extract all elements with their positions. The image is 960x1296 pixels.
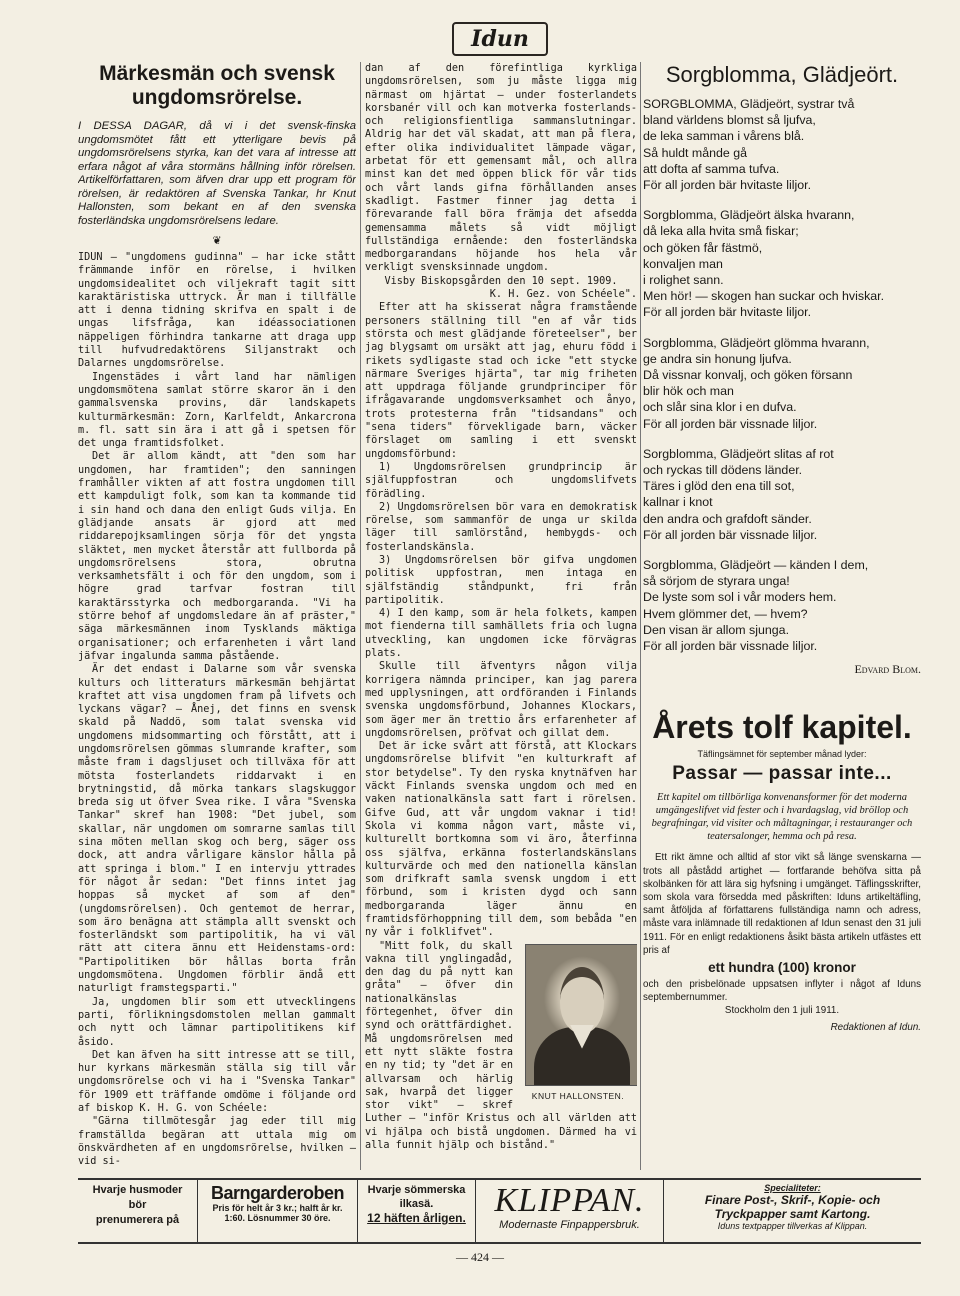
poem-line: att dofta af samma tufva. bbox=[643, 161, 780, 176]
ad-klippan bbox=[476, 1180, 664, 1242]
ad-title: Barngarderoben bbox=[210, 1183, 345, 1203]
paragraph: Ingenstädes i vårt land har nämligen ungdomsmötena samlat större skaror än i den gammalsvenska provins, där landskapets kulturmärkesmän: Zorn, Karlfeldt, Ankarcrona m. fl. satt sin ära i att gå i spetsen för det unga framtidsfolket. bbox=[78, 371, 356, 450]
paragraph: Ja, ungdomen blir som ett utvecklingens parti, förlikningsdomstolen mellan gammalt och nytt och lämnar partipolitikens kif åsido. bbox=[78, 996, 356, 1048]
ad-text: Hvarje husmoder bbox=[92, 1184, 183, 1196]
ad-sommerska bbox=[358, 1180, 476, 1242]
ad-main: Finare Post-, Skrif-, Kopie- och Tryckpapper samt Kartong. bbox=[704, 1193, 881, 1221]
ad-specialiteter bbox=[664, 1180, 921, 1242]
poem-stanza bbox=[643, 335, 921, 432]
poem-stanza bbox=[643, 207, 921, 320]
poem-line: De lyste som sol i vår moders hem. bbox=[643, 590, 837, 605]
poem-line: konvaljen man bbox=[643, 256, 723, 271]
ad-title: KLIPPAN. bbox=[494, 1182, 645, 1219]
masthead-logo: Idun bbox=[452, 22, 548, 56]
advertisement-strip bbox=[78, 1178, 921, 1244]
paragraph: IDUN — "ungdomens gudinna" — har icke stått främmande inför en rörelse, i hvilken ungdomsidealitet och viljekraft tagit sitt karaktäristiska uttryck. Är man i tillfälle att i denna tidning skrifva en spalt i de ungas lifsfråga, kan idéassociationen näppeligen förhindra tankarne att draga upp till hufvudredaktörens Siljanstrakt och Dalarnes ungdomsrörelse. bbox=[78, 252, 356, 370]
poem-author: Edvard Blom. bbox=[854, 662, 921, 677]
principle-item: 3) Ungdomsrörelsen bör gifva ungdomen politisk uppfostran, men intaga en själfständig ståndpunkt, fri från partipolitik. bbox=[365, 554, 637, 606]
poem-line: Men hör! — skogen han suckar och hviskar. bbox=[643, 289, 885, 304]
poem-stanza bbox=[643, 446, 921, 543]
article-column-1 bbox=[78, 62, 356, 1170]
poem-line: För all jorden bär vissnade liljor. bbox=[643, 639, 818, 654]
poem-line: För all jorden bär vissnade liljor. bbox=[643, 416, 818, 431]
paragraph: "Mitt folk, du skall vakna till ynglingadåd, den dag du på nytt kan gråta" — öfver din nationalkänslas förtegenhet, öfver din synd och orättfärdighet. Må ungdomsrörelsen med ett nytt släkte fostra en ny tid; ty "det är en allvarsam och härlig sak, hvarpå det ligger stor vikt" — skref Luther — "inför Kristus och all världen att vi hjälpa och bistå ungdomen. Därmed ha vi alla funnit hjälp och bistånd." bbox=[365, 940, 637, 1152]
paragraph: Det är allom kändt, att "den som har ungdomen, har framtiden"; den sanningen framhåller vikten af att fostra ungdomen till ett kampduligt folk, som kan ta kommande tid i sin hand och dana den enligt Guds vilja. En glädjande ansats är gjord att med riddarepojksamlingen sörja för det yngsta släktet, men mycket återstår att fullborda på ungdomsrörelsens stora, obrutna verksamhetsfält i och för den ungdom, som i högre grad tarfvar fostran till karaktärsstyrka och medborgaranda. "Vi ha större behof af ungdomsledare än af präster," säga märkesmännen inom Tysklands mäktiga organisationer; och erfarenheten i vårt land jäfvar ingalunda samma påstående. bbox=[78, 451, 356, 662]
article-lead: I DESSA DAGAR, då vi i det svensk-finska ungdomsmötet fått ett ytterligare bevis på ungdomsrörelsens styrka, kan det vara af intresse att erfara något af våra stormäns hållning inför rörelsen. Artikelförfattaren, som äfven drar upp ett program för rörelsen, är redaktören af Svenska Tankar, hr Knut Hallonsten, som bekant en af den svenska fosterländska ungdomsrörelsens ledare. bbox=[78, 120, 356, 227]
ad-barngarderoben bbox=[198, 1180, 358, 1242]
article-body-1 bbox=[78, 251, 356, 1168]
article-title: Märkesmän och svensk ungdomsrörelse. bbox=[99, 62, 335, 109]
poem-line: Sorgblomma, Glädjeört slitas af rot bbox=[643, 446, 834, 461]
poem-line: blir hök och man bbox=[643, 384, 734, 399]
contest-intro: Ett kapitel om tillbörliga konvenansformer för det moderna umgängeslifvet vid fester och i hvardagslag, vid bröllop och begrafningar, vid visiter och måltagningar, i restauranger och teatersalonger, hemma och på resa. bbox=[651, 792, 913, 843]
poem-line: ge andra sin honung ljufva. bbox=[643, 351, 792, 366]
column-divider bbox=[640, 62, 641, 1170]
poem-line: För all jorden bär vissnade liljor. bbox=[643, 527, 818, 542]
principle-item: 2) Ungdomsrörelsen bör vara en demokratisk rörelse, som sammanför de unga ur skilda läger till samlörstånd, hembygds- och fosterlandskänsla. bbox=[365, 501, 637, 553]
poem-line: och ryckas till dödens länder. bbox=[643, 463, 803, 478]
ad-text: bör bbox=[128, 1199, 147, 1211]
article-column-2 bbox=[365, 62, 637, 1170]
poem-line: Då vissnar konvalj, och göken försann bbox=[643, 368, 853, 383]
poem-line: Den visan är allom sjunga. bbox=[643, 622, 790, 637]
poem-column bbox=[643, 62, 921, 1170]
contest-signature-text: Redaktionen af Idun. bbox=[830, 1021, 921, 1033]
ad-text: Hvarje sömmerska bbox=[367, 1184, 466, 1196]
poem-line: Hvem glömmer det, — hvem? bbox=[643, 606, 808, 621]
poem-line: då leka alla hvita små fiskar; bbox=[643, 224, 799, 239]
ad-footnote: Iduns textpapper tillverkas af Klippan. bbox=[717, 1221, 868, 1231]
poem-line: Så huldt månde gå bbox=[643, 145, 748, 160]
ad-price: Pris för helt år 3 kr.; halft år kr. 1:60. Lösnummer 30 öre. bbox=[212, 1203, 343, 1223]
contest-prize: ett hundra (100) kronor bbox=[708, 959, 856, 975]
ad-text: prenumerera på bbox=[95, 1214, 180, 1226]
portrait-photo bbox=[525, 944, 637, 1086]
paragraph: dan af den förefintliga kyrkliga ungdomsrörelsen, som ju måste ligga mig närmast om hjärtat — under fosterlandets korsbanér vill och kan motverka fosterlands- och religionsfientliga sammanslutningar. Aldrig har det väl skadat, att man på flera, efter olika individualitet lämpade vägar, arbetat för ett gemensamt mål, och allra minst kan det med öppen blick för vår tids och vårt lands gifna förhållanden anses skadligt. Fastmer finner jag detta i förevarande fall böra främja det afsedda gemensamma målets så vidt möjligt fullständiga ernående: den fosterländska medborgarandans höjande hos hela vår verkligt svensksinnade ungdom. bbox=[365, 63, 637, 274]
poem-line: För all jorden bär hvitaste liljor. bbox=[643, 178, 812, 193]
contest-title: Årets tolf kapitel. bbox=[652, 709, 912, 746]
paragraph: Det är icke svårt att förstå, att Klockars ungdomsrörelse blifvit "en kulturkraft af stor betydelse". Ty den ryska knytnäfven har väckt Finlands svenska ungdom och med en vaken nationalkänsla satt fart i rörelsen. Gifve Gud, att vår ungdom vaknar i tid! Skola vi komma någon vart, måste vi, kulturellt bortkomna som vi äro, återfinna oss själfva, erkänna fosterlandskänslans kulturvärde och med den nationella känslan som drifkraft samla svensk ungdom i ett förbund, som i kristen dygd och sann medborgaranda läger ännu en framtidsförhoppning till dem, som bebåda "en ny vår i folklifvet". bbox=[365, 741, 637, 939]
ad-text: 12 häften årligen. bbox=[367, 1211, 466, 1225]
poem-line: och göken får fästmö, bbox=[643, 240, 763, 255]
poem-body bbox=[643, 96, 921, 654]
poem-line: SORGBLOMMA, Glädjeört, systrar två bbox=[643, 97, 855, 111]
poem-line: Sorgblomma, Glädjeört glömma hvarann, bbox=[643, 335, 870, 350]
ad-subtitle: Modernaste Finpappersbruk. bbox=[499, 1219, 640, 1231]
paragraph: "Gärna tillmötesgår jag eder till mig framställda begäran att uttala mig om önskvärdheten af en ungdomsrörelse, hvilken — vid si- bbox=[78, 1116, 356, 1168]
contest-body-2 bbox=[643, 978, 921, 1018]
article-body-2 bbox=[365, 62, 637, 1152]
poem-line: kallnar i knot bbox=[643, 495, 713, 510]
page-number: — 424 — bbox=[456, 1250, 504, 1264]
contest-place-date: Stockholm den 1 juli 1911. bbox=[724, 1005, 840, 1017]
contest-topic: Passar — passar inte... bbox=[672, 763, 892, 785]
poem-line: Täres i glöd den ena till sot, bbox=[643, 479, 795, 494]
poem-line: den andra och grafdoft sänder. bbox=[643, 511, 812, 526]
ad-text: ilkasä. bbox=[399, 1198, 434, 1210]
paragraph: Är det endast i Dalarne som vår svenska kulturs och litteraturs märkesmän behjärtat kraftet att visa ungdomen fram på lifvets och lyckans vägar? — Ånej, det finns en svensk skald på Naddö, som talat svenska vid ungdomens midsommarting och förstått, att i ungdomsrörelsen gömmas slumrande krafter, som måste fram i dagsljuset och tillväxa för att mötsta fosterlandets riddarvakt i en brytningstid, då mörka tankars slagskuggor breda sig ut öfver Svea rike. I våra "Svenska Tankar" skref han 1908: "Det jubel, som skallar, när ungdomen om somrarne samlas till sina möten mellan skog och berg, säger oss dock, att andra vårligare känslor hålla på att springa i blom." I en intervju yttrades för något år sedan: "Det finns intet jag hoppas så mycket af som af den" (ungdomsrörelsen). Och gentemot de herrar, som äro benägna att stämpla allt svenskt och fosterländskt som partipolitik, ha vi väl rätt att citera ännu ett Heidenstams-ord: "Partipolitiken bör hållas borta från ungdomsmötena. Ungdomen förblir ändå ett naturligt framstegsparti." bbox=[78, 664, 356, 995]
paragraph: Efter att ha skisserat några framstående personers ställning till "en af vår tids största och mest glädjande företeelser", ber jag blygsamt om ursäkt att jag, ehuru född i rikets sydligaste stad och icke "ett stycke närmare Sveriges hjärta", tar mig friheten att uppdraga följande grundprinciper för ifrågavarande ungdomsverksamhet och ånyo, trots protesterna från "tidsandans" och "sena tiders" förvekligade barn, väcker förslaget om samling i ett svenskt ungdomsförbund: bbox=[365, 302, 637, 460]
contest-signature bbox=[643, 1022, 921, 1033]
poem-line: För all jorden bär hvitaste liljor. bbox=[643, 305, 812, 320]
paragraph: Skulle till äfventyrs någon vilja korrigera nämnda principer, kan jag parera med upplysningen, att ordföranden i Finlands svenska ungdomsförbund, Johannes Klockars, som äger mer än trettio års erfarenheter af ungdomsrörelsen, pröfvat och gillat dem. bbox=[365, 661, 637, 739]
contest-body bbox=[643, 851, 921, 957]
poem-line: så sörjom de styrara unga! bbox=[643, 574, 790, 589]
paragraph: Ett rikt ämne och alltid af stor vikt så länge svenskarna — trots all påstådd artighet — fortfarande behöfva sitta på skolbänken för att lära sig hyfsning i umgänget. Täflingsskrifter, som skola vara försedda med påskriften: Iduns artikeltäfling, samt åtföljda af författarens fullständiga namn och adress, måste vara inlämnade till redaktionen af Idun senast den 31 juli 1911. För en enligt redaktionens åsikt bästa artikeln utfästes ett pris af bbox=[643, 852, 921, 956]
portrait-block bbox=[519, 944, 637, 1103]
paragraph: Det kan äfven ha sitt intresse att se till, hur kyrkans märkesmän ställa sig till vår ungdomsrörelse och vi ha i "Svenska Tankar" för 1909 ett träffande omdöme i följande ord af biskop K. H. G. von Schéele: bbox=[78, 1049, 356, 1114]
poem-line: Sorgblomma, Glädjeört — känden I dem, bbox=[643, 558, 869, 573]
portrait-caption: KNUT HALLONSTEN. bbox=[531, 1090, 625, 1101]
poem-stanza bbox=[643, 96, 921, 193]
contest-section bbox=[643, 707, 921, 1032]
paragraph: och den prisbelönade uppsatsen inflyter i något af Iduns septembernummer. bbox=[643, 978, 921, 1004]
poem-line: Sorgblomma, Glädjeört älska hvarann, bbox=[643, 208, 855, 223]
ad-heading: Specialiteter: bbox=[764, 1183, 821, 1193]
poem-line: och slår sina klor i en dufva. bbox=[643, 400, 797, 415]
principle-item: 1) Ungdomsrörelsen grundprincip är själfuppfostran och ungdomslifvets förädling. bbox=[365, 461, 637, 500]
poem-line: bland världens blomst så ljufva, bbox=[643, 113, 816, 128]
principle-item: 4) I den kamp, som är hela folkets, kampen mot fienderna till samhällets fria och lugna utveckling, kan ungdomen icke förvägras plats. bbox=[365, 608, 637, 660]
poem-line: de leka samman i vårens blå. bbox=[643, 129, 805, 144]
poem-title: Sorgblomma, Glädjeört. bbox=[665, 62, 899, 87]
letter-dateline: Visby Biskopsgården den 10 sept. 1909. bbox=[384, 275, 618, 287]
column-divider bbox=[360, 62, 361, 1170]
poem-stanza bbox=[643, 557, 921, 654]
poem-line: i rolighet sann. bbox=[643, 273, 724, 288]
ornament-icon: ❦ bbox=[212, 235, 222, 247]
letter-signature: K. H. Gez. von Schéele". bbox=[489, 289, 637, 301]
ad-husmoder bbox=[78, 1180, 198, 1242]
contest-subtitle: Täflingsämnet för september månad lyder: bbox=[697, 749, 867, 760]
